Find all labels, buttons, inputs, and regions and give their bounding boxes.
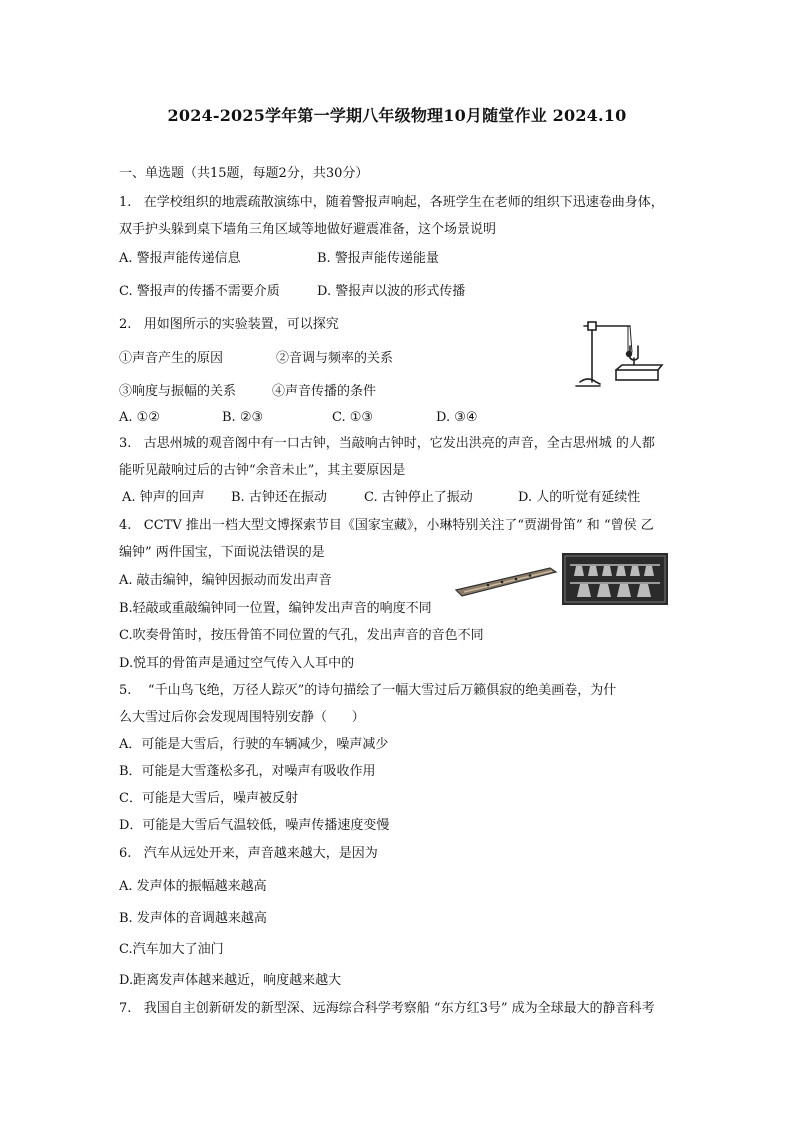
q2-stem: 2. 用如图所示的实验装置，可以探究 <box>119 317 339 332</box>
q6-option-a: A. 发声体的振幅越来越高 <box>119 879 267 894</box>
q6-stem: 6. 汽车从远处开来，声音越来越大，是因为 <box>119 846 378 861</box>
q1-option-c: C. 警报声的传播不需要介质 <box>119 284 280 299</box>
q1-stem-line1: 1. 在学校组织的地震疏散演练中，随着警报声响起，各班学生在老师的组织下迅速卷曲身体， <box>119 195 664 210</box>
q6-option-d: D.距离发声体越来越近，响度越来越大 <box>119 973 342 988</box>
page-title: 2024-2025学年第一学期八年级物理10月随堂作业 2024.10 <box>167 106 627 125</box>
q5-option-c: C．可能是大雪后，噪声被反射 <box>119 791 298 806</box>
q1-option-a: A. 警报声能传递信息 <box>119 251 241 266</box>
section-heading: 一、单选题（共15题，每题2分，共30分） <box>119 166 369 181</box>
chime-bells-image <box>562 553 668 605</box>
q4-stem-line1: 4. CCTV 推出一档大型文博探索节目《国家宝藏》，小琳特别关注了“贾湖骨笛” 和 “曾侯 乙 <box>119 518 654 533</box>
q2-option-c: C. ①③ <box>332 410 374 425</box>
q1-option-d: D. 警报声以波的形式传播 <box>317 284 466 299</box>
q5-option-a: A．可能是大雪后，行驶的车辆减少，噪声减少 <box>119 737 389 752</box>
q2-statement-1: ①声音产生的原因 <box>119 351 224 366</box>
q3-stem-line2: 能听见敲响过后的古钟“余音未止”，其主要原因是 <box>119 463 406 478</box>
pendulum-ball-icon <box>626 351 632 357</box>
q2-statement-4: ④声音传播的条件 <box>272 384 377 399</box>
q1-stem-line2: 双手护头躲到桌下墙角三角区域等地做好避震准备，这个场景说明 <box>119 222 497 237</box>
bone-flute-image <box>452 560 560 600</box>
q5-option-b: B．可能是大雪蓬松多孔，对噪声有吸收作用 <box>119 764 376 779</box>
q6-option-c: C.汽车加大了油门 <box>119 942 224 957</box>
q4-option-d: D.悦耳的骨笛声是通过空气传入人耳中的 <box>119 656 355 671</box>
q6-option-b: B. 发声体的音调越来越高 <box>119 911 267 926</box>
q2-option-a: A. ①② <box>119 410 160 425</box>
q5-stem-line1: 5. “千山鸟飞绝，万径人踪灭”的诗句描绘了一幅大雪过后万籁俱寂的绝美画卷，为什 <box>119 683 617 698</box>
q2-option-d: D. ③④ <box>436 410 478 425</box>
q3-option-b: B. 古钟还在振动 <box>231 490 327 505</box>
q2-statement-3: ③响度与振幅的关系 <box>119 384 237 399</box>
q4-option-c: C.吹奏骨笛时，按压骨笛不同位置的气孔，发出声音的音色不同 <box>119 628 484 643</box>
q3-stem-line1: 3. 古思州城的观音阁中有一口古钟，当敲响古钟时，它发出洪亮的声音，全古思州城 的人都 <box>119 436 655 451</box>
q3-option-c: C. 古钟停止了振动 <box>364 490 473 505</box>
q7-stem: 7. 我国自主创新研发的新型深、远海综合科学考察船 “东方红3号” 成为全球最大的静音科考 <box>119 1001 655 1016</box>
tuning-fork-apparatus-figure <box>570 318 666 390</box>
q3-option-d: D. 人的听觉有延续性 <box>518 490 641 505</box>
q1-option-b: B. 警报声能传递能量 <box>317 251 439 266</box>
q3-option-a: A. 钟声的回声 <box>122 490 205 505</box>
q2-option-b: B. ②③ <box>222 410 264 425</box>
q4-stem-line2: 编钟” 两件国宝，下面说法错误的是 <box>119 545 325 560</box>
q5-option-d: D．可能是大雪后气温较低，噪声传播速度变慢 <box>119 818 390 833</box>
q2-statement-2: ②音调与频率的关系 <box>276 351 394 366</box>
q4-option-b: B.轻敲或重敲编钟同一位置，编钟发出声音的响度不同 <box>119 601 432 616</box>
q4-option-a: A. 敲击编钟，编钟因振动而发出声音 <box>119 573 332 588</box>
q5-stem-line2: 么大雪过后你会发现周围特别安静（ ） <box>119 710 365 725</box>
